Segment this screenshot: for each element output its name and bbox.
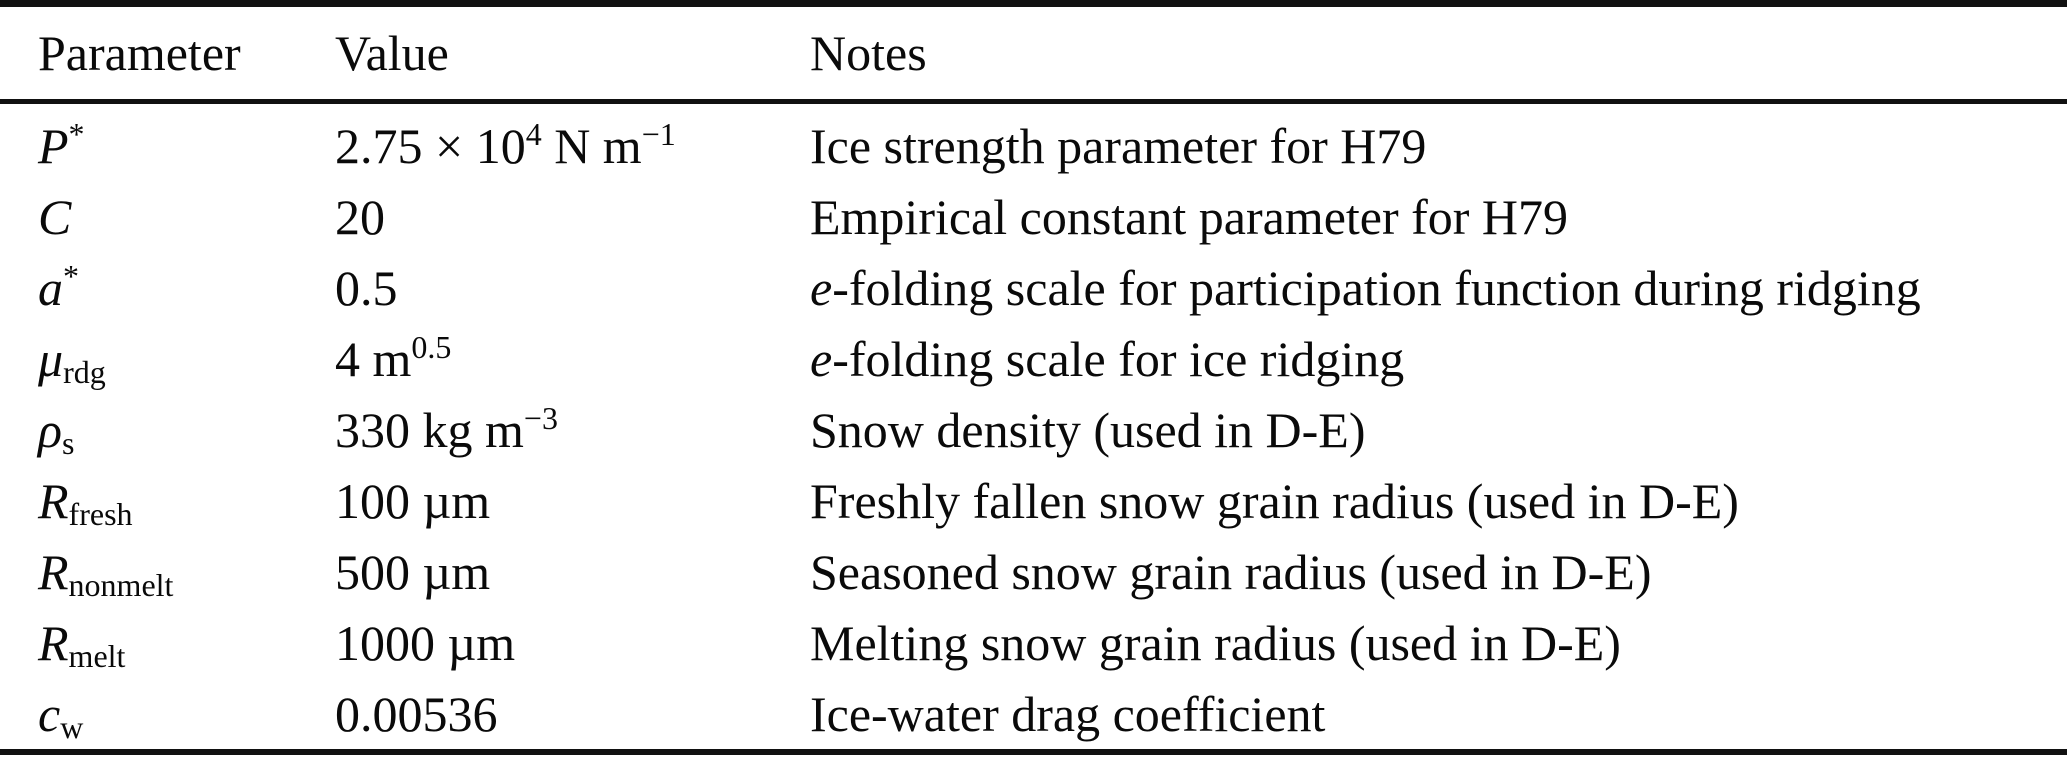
- notes-cell: Empirical constant parameter for H79: [810, 188, 1569, 245]
- table-row: [0, 678, 2067, 752]
- table-row: [0, 465, 2067, 536]
- value-cell: 1000 µm: [335, 614, 516, 671]
- notes-cell: Ice-water drag coefficient: [810, 685, 1326, 742]
- parameter-cell: P*: [38, 115, 85, 174]
- table-body: [0, 102, 2067, 753]
- table-row: [0, 181, 2067, 252]
- table-row: [0, 394, 2067, 465]
- value-cell: 20: [335, 188, 385, 245]
- table-header-row: [0, 4, 2067, 102]
- column-header-value: Value: [335, 4, 810, 102]
- value-cell: 0.00536: [335, 685, 498, 742]
- column-header-notes: Notes: [810, 4, 2067, 102]
- table-row: [0, 536, 2067, 607]
- column-header-parameter: Parameter: [0, 4, 335, 102]
- notes-cell: Melting snow grain radius (used in D-E): [810, 614, 1621, 671]
- value-cell: $2.75 \times 10^4$ N $m^{-1}$: [335, 115, 676, 174]
- table-row: [0, 323, 2067, 394]
- table-row: [0, 607, 2067, 678]
- notes-cell: Seasoned snow grain radius (used in D-E): [810, 543, 1652, 600]
- notes-cell: Freshly fallen snow grain radius (used in D-E): [810, 472, 1739, 529]
- value-cell: 500 µm: [335, 543, 491, 600]
- table-row: [0, 102, 2067, 182]
- notes-cell: Ice strength parameter for H79: [810, 117, 1427, 174]
- parameter-cell: μrdg: [38, 330, 106, 390]
- parameter-cell: a*: [38, 257, 79, 316]
- parameter-cell: Rmelt: [38, 614, 126, 674]
- value-cell: 0.5: [335, 259, 398, 316]
- parameter-cell: ρs: [38, 401, 75, 461]
- parameter-cell: C: [38, 188, 72, 245]
- parameter-cell: Rnonmelt: [38, 543, 174, 603]
- table-row: [0, 252, 2067, 323]
- parameter-cell: Rfresh: [38, 472, 133, 532]
- parameter-cell: cw: [38, 685, 84, 745]
- notes-cell: Snow density (used in D-E): [810, 401, 1366, 458]
- notes-cell: e-folding scale for participation function during ridging: [810, 259, 1921, 316]
- value-cell: 100 µm: [335, 472, 491, 529]
- value-cell: 4 $m^{0.5}$: [335, 328, 452, 387]
- value-cell: 330 kg $m^{-3}$: [335, 399, 558, 458]
- notes-cell: e-folding scale for ice ridging: [810, 330, 1405, 387]
